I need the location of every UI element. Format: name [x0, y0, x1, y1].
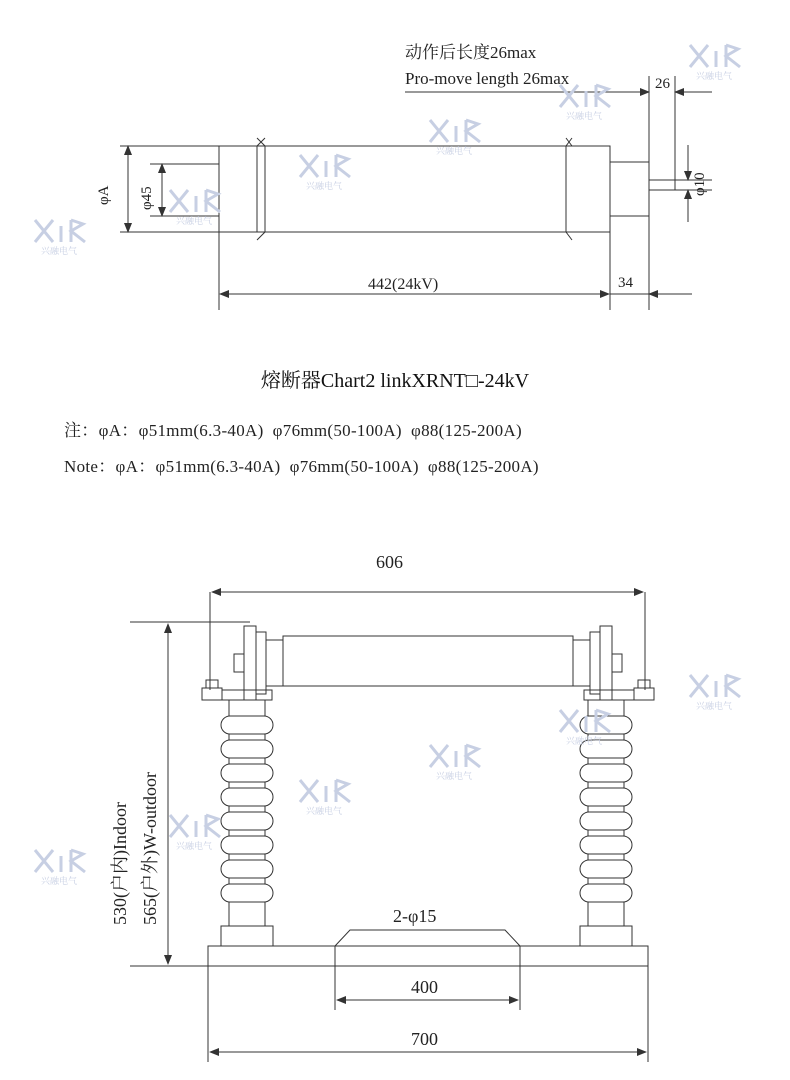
dim-holes: 2-φ15 [393, 906, 437, 926]
watermark-logo [170, 190, 220, 227]
striker-pin [649, 180, 675, 190]
action-length-cn: 动作后长度26max [405, 43, 537, 62]
fuse-left-cap [219, 146, 257, 232]
watermark-logo [170, 815, 220, 852]
watermark-logo [430, 120, 480, 157]
watermark-logo [560, 85, 610, 122]
watermark-subtitle: 兴融电气 [41, 877, 78, 887]
watermark-subtitle: 兴融电气 [41, 247, 78, 257]
left-insulator [221, 700, 273, 946]
right-clamp [600, 626, 612, 700]
dim-phi10: φ10 [692, 172, 708, 196]
base-plate [208, 946, 648, 966]
right-terminal [634, 688, 654, 700]
dim-phi45: φ45 [139, 186, 155, 210]
fuse-assembly-view [130, 592, 654, 966]
watermark-logo [430, 745, 480, 782]
watermark-subtitle: 兴融电气 [436, 147, 473, 157]
dim-26: 26 [655, 76, 670, 92]
fuse-left-flange [257, 138, 265, 240]
dim-700: 700 [411, 1029, 438, 1049]
watermark-logo [690, 45, 740, 82]
dim-400: 400 [411, 977, 438, 997]
note-cn: 注：φA：φ51mm(6.3-40A) φ76mm(50-100A) φ88(125-200A) [64, 421, 522, 440]
watermark-logo [35, 850, 85, 887]
watermark-logo [300, 780, 350, 817]
diagram-caption: 熔断器Chart2 linkXRNT□-24kV [260, 370, 530, 392]
watermark-subtitle: 兴融电气 [696, 702, 733, 712]
watermark-subtitle: 兴融电气 [566, 112, 603, 122]
watermark-subtitle: 兴融电气 [306, 182, 343, 192]
fuse-right-cap [610, 162, 649, 216]
assembly-fuse-tube [283, 636, 573, 686]
watermark-logo [300, 155, 350, 192]
watermark-logo [35, 220, 85, 257]
watermark-subtitle: 兴融电气 [176, 842, 213, 852]
watermark-subtitle: 兴融电气 [176, 217, 213, 227]
dim-34: 34 [618, 275, 633, 291]
fuse-right-flange [566, 138, 572, 240]
note-en: Note：φA：φ51mm(6.3-40A) φ76mm(50-100A) φ88(125-200A) [64, 457, 539, 476]
dim-442: 442(24kV) [368, 276, 439, 293]
watermark-subtitle: 兴融电气 [306, 807, 343, 817]
dim-phiA: φA [96, 185, 112, 205]
action-length-en: Pro-move length 26max [405, 69, 570, 88]
watermark-subtitle: 兴融电气 [436, 772, 473, 782]
dim-height-indoor: 530(户内)Indoor [110, 802, 130, 925]
mounting-holes-mark [335, 930, 520, 946]
watermark-subtitle: 兴融电气 [696, 72, 733, 82]
watermark-logo [690, 675, 740, 712]
dim-606: 606 [376, 552, 403, 572]
left-clamp [244, 626, 256, 700]
watermark-subtitle: 兴融电气 [566, 737, 603, 747]
left-terminal [202, 688, 222, 700]
dim-height-outdoor: 565(户外)W-outdoor [140, 772, 160, 925]
